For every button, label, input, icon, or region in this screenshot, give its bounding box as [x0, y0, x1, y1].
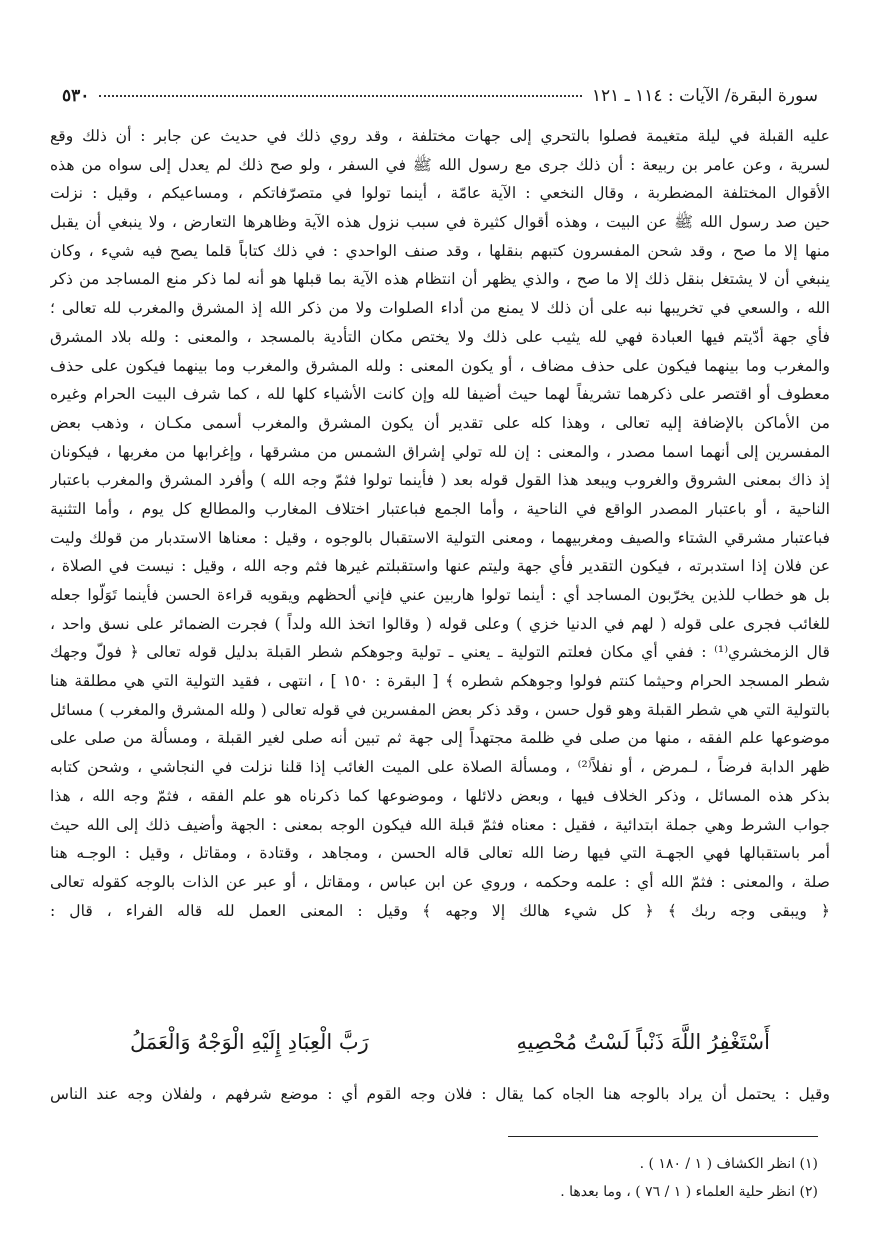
text-line: أمر باستقبالها فهي الجهـة التي فيها رضا الله تعالى قاله الحسن ، ومجاهد ، وقتادة ، ومقاتل ، وقيل : الوجـه هنا — [50, 844, 830, 863]
header-title: سورة البقرة/ الآيات : ١١٤ ـ ١٢١ — [591, 86, 818, 106]
text-line: بذكر هذه المسائل ، وذكر الخلاف فيها ، وبعض دلائلها ، وموضوعها كما ذكرناه هو علم الفقه ، فثمّ وجه الله ، هذا — [50, 786, 830, 805]
running-header — [62, 86, 818, 106]
main-text — [50, 122, 830, 925]
text-line: شطر المسجد الحرام وحيثما كنتم فولوا وجوهكم شطره ﴾ [ البقرة : ١٥٠ ] ، انتهى ، فقيد التولية التي هي مطلقة هنا — [50, 672, 830, 691]
text-line: بل هو خطاب للذين يخرّبون المساجد أي : أينما تولوا هاربين عني فإني ألحظهم ويقويه قراءة الحسن فأينما تَوَلّوا جعله — [50, 586, 830, 604]
footnote-2: (٢) انظر حلية العلماء ( ١ / ٧٦ ) ، وما بعدها . — [560, 1184, 818, 1200]
text-line: الأقوال المختلفة المضطربة ، وقال النخعي : الآية عامّة ، أينما تولوا في متصرّفاتكم ، ومساعيكم ، وقيل : نزلت — [50, 184, 830, 203]
text-line: ﴿ ويبقى وجه ربك ﴾ ﴿ كل شيء هالك إلا وجهه ﴾ وقيل : المعنى العمل لله قاله الفراء ، قال : — [50, 901, 830, 920]
page-number: ٥٣٠ — [62, 86, 90, 106]
text-line: عليه القبلة في ليلة متغيمة فصلوا بالتحري إلى جهات مختلفة ، وقد روي ذلك في حديث عن جابر : أن ذلك وقع — [50, 127, 830, 145]
text-line: منها إلا ما صح ، وقد شحن المفسرون كتبهم بنقلها ، وقد صنف الواحدي : في ذلك كتاباً قلما يصح فيه شيء ، وكان — [50, 241, 830, 260]
footnotes — [300, 1150, 818, 1206]
text-line: الناحية ، أو باعتبار المصدر الواقع في الناحية ، وأما الجمع فباعتبار اختلاف المغارب والمطالع كل يوم ، وأما التثنية — [50, 499, 830, 518]
verse-first-hemistich: أَسْتَغْفِرُ اللَّهَ ذَنْباً لَسْتُ مُحْصِيهِ — [516, 1030, 770, 1054]
text-line: والمغرب وما بينهما فيكون على حذف مضاف ، أو يكون المعنى : ولله المشرق والمغرب وما بينهما فيكون على حذف — [50, 356, 830, 375]
text-line: من الأماكن بالإضافة إليه تعالى ، وهذا كله على تقدير أن يكون المشرق والمغرب أسمى مكـان ، وذهب بعض — [50, 413, 830, 432]
text-line: جواب الشرط وهي جملة ابتدائية ، فقيل : معناه فثمّ قبلة الله فيكون الوجه بمعنى : الجهة وأضيف ذلك إلى الله حيث — [50, 815, 830, 834]
text-line: فباعتبار مشرقي الشتاء والصيف ومغربيهما ، ومعنى التولية الاستقبال بالوجوه ، وقيل : معناها الاستدبار من قولك وليت — [50, 528, 830, 547]
poetry-verse — [130, 1030, 770, 1054]
text-line: حين صد رسول الله ﷺ عن البيت ، وهذه أقوال كثيرة في سبب نزول هذه الآية وظاهرها التعارض ، ولا ينبغي أن يقبل — [50, 213, 830, 232]
text-after-verse: وقيل : يحتمل أن يراد بالوجه هنا الجاه كما يقال : فلان وجه القوم أي : موضع شرفهم ، ولفلان وجه عند الناس — [50, 1085, 830, 1103]
text-line: بالتولية التي هي شطر القبلة وهو قول حسن ، وقد ذكر بعض المفسرين في قوله تعالى ( ولله المشرق والمغرب ) مسائل — [50, 700, 830, 719]
text-line: ينبغي أن لا يشتغل بنقل ذلك إلا ما صح ، والذي يظهر أن انتظام هذه الآية بما قبلها هو أنه لما ذكر منع المساجد من ذكر — [50, 270, 830, 289]
text-line: للغائب فجرى على قوله ( لهم في الدنيا خزي ) وعلى قوله ( وقالوا اتخذ الله ولداً ) فجرت الضمائر على نسق واحد ، — [50, 614, 830, 633]
header-dot-leader — [99, 95, 582, 97]
text-line: معطوف أو اقتصر على ذكرهما تشريفاً لهما حيث أضيفا لله وإن كانت الأشياء كلها لله ، كما شرف البيت الحرام وغيره — [50, 385, 830, 404]
text-line: قال الزمخشري⁽¹⁾ : ففي أي مكان فعلتم التولية ـ يعني ـ تولية وجوهكم شطر القبلة بدليل قوله تعالى ﴿ فولّ وجهك — [50, 643, 830, 662]
text-line: لسرية ، وعن عامر بن ربيعة : أن ذلك جرى مع رسول الله ﷺ في السفر ، ولو صح ذلك لم يعدل إلى سواه من هذه — [50, 155, 830, 174]
text-line: المفسرين إلى أنهما اسما مصدر ، والمعنى : إن لله تولي إشراق الشمس من مشرقها ، وإغرابها من مغربها ، فيكونان — [50, 442, 830, 461]
text-line: ظهر الدابة فرضاً ، لـمرض ، أو نفلاً⁽²⁾ ، ومسألة الصلاة على الميت الغائب إذا قلنا نزلت في النجاشي ، وشحن كتابه — [50, 758, 830, 777]
text-line: صلة ، والمعنى : فثمّ الله أي : علمه وحكمه ، وروي عن ابن عباس ، ومقاتل ، أو عبر عن الذات بالوجه كقوله تعالى — [50, 872, 830, 891]
verse-second-hemistich: رَبَّ الْعِبَادِ إِلَيْهِ الْوَجْهُ وَالْعَمَلُ — [130, 1030, 369, 1054]
text-line: فأي جهة أدّيتم فيها العبادة فهي لله يثيب على ذلك ولا يختص مكان التأدية بالمسجد ، والمعنى : ولله بلاد المشرق — [50, 327, 830, 346]
text-line: الله ، والسعي في تخريبها نبه على أن ذلك لا يمنع من أداء الصلوات ولا من ذكر الله إذ المشرق والمغرب لله تعالى ؛ — [50, 299, 830, 318]
footnote-divider — [508, 1136, 818, 1137]
footnote-1: (١) انظر الكشاف ( ١ / ١٨٠ ) . — [639, 1156, 818, 1172]
text-line: إذ ذاك بمعنى الشروق والغروب ويبعد هذا القول قوله بعد ( فأينما تولوا فثمّ وجه الله ) وأفرد المشرق والمغرب باعتبار — [50, 471, 830, 490]
text-line: عن فلان إذا استدبرته ، فيكون التقدير فأي جهة وليتم عنها واستقبلتم غيرها فثم وجه الله ، وقيل : نيست في الصلاة ، — [50, 557, 830, 576]
text-line: موضوعها علم الفقه ، منها من صلى في ظلمة مجتهداً إلى جهة ثم تبين أنه صلى لغير القبلة ، ومسألة من صلى على — [50, 729, 830, 748]
